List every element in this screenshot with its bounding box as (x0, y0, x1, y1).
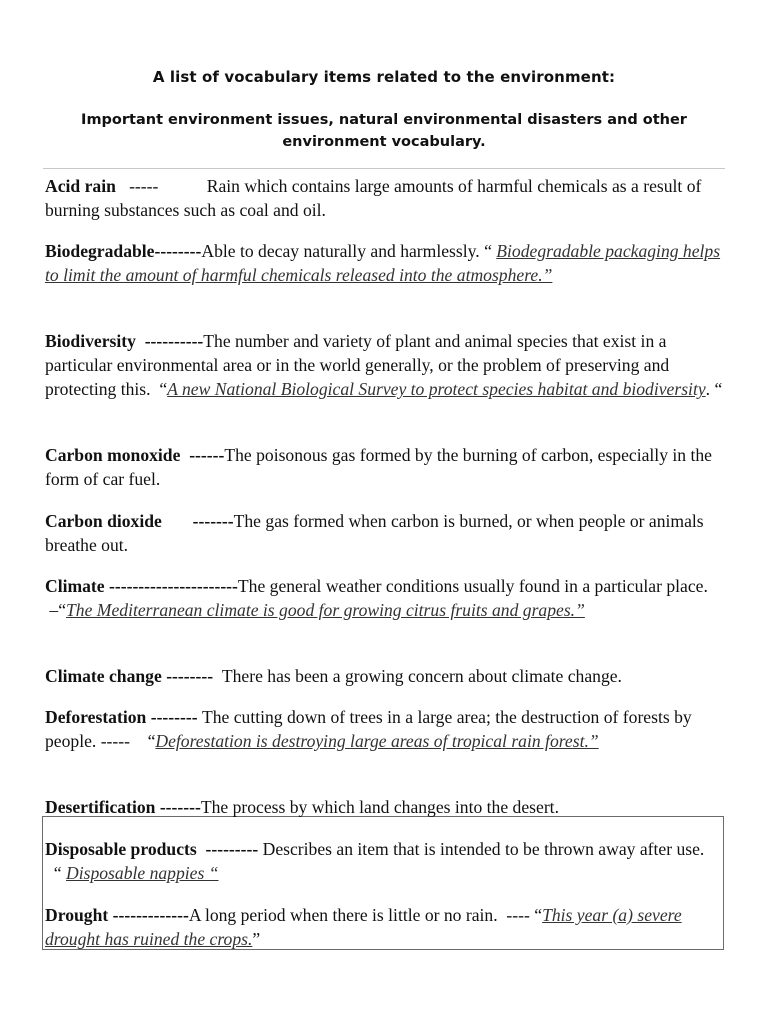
page-title: A list of vocabulary items related to the environment: (152, 68, 616, 86)
example-quote-open: ---- “ (497, 905, 543, 925)
vocab-term: Climate change (45, 666, 162, 686)
vocab-entry-desertification (45, 795, 727, 819)
vocab-entry-climate (45, 574, 727, 622)
example-quote-close: ” (252, 929, 261, 950)
vocab-entry-biodiversity (45, 329, 727, 402)
vocab-entry-disposable-products (45, 837, 727, 885)
vocab-term: Carbon monoxide (45, 445, 181, 465)
entry-dashes: ----- (115, 176, 207, 196)
vocab-example: Disposable nappies “ (66, 863, 219, 884)
entry-dashes: -------- (146, 707, 202, 727)
entry-dashes: ------- (155, 797, 201, 817)
vocab-definition: The general weather conditions usually found in a particular place. (237, 576, 708, 596)
example-quote-open: –“ (45, 600, 67, 621)
vocab-definition: The gas formed when carbon is burned, or when people or animals breathe out. (45, 511, 704, 556)
entry-dashes: -------- (161, 666, 222, 686)
vocab-definition: Rain which contains large amounts of harmful chemicals as a result of burning substances such as coal and oil. (45, 176, 702, 221)
vocab-definition: Able to decay naturally and harmlessly. (201, 241, 480, 261)
vocab-term: Acid rain (45, 176, 116, 196)
page-subtitle: Important environment issues, natural environmental disasters and other environment vocabulary. (81, 112, 687, 150)
vocab-definition: The cutting down of trees in a large area; the destruction of forests by people. (45, 707, 692, 752)
entry-dashes: -------- (154, 241, 202, 261)
vocab-entry-carbon-monoxide (45, 443, 727, 491)
entry-dashes: ------- (161, 511, 234, 531)
divider (43, 168, 725, 169)
entry-dashes: ---------- (135, 331, 204, 351)
vocab-term: Drought (45, 905, 109, 925)
vocab-entry-drought (45, 903, 727, 951)
vocab-entry-carbon-dioxide (45, 509, 727, 557)
vocab-example: A new National Biological Survey to protect species habitat and biodiversity (167, 379, 706, 400)
vocab-definition: A long period when there is little or no rain. (188, 905, 498, 925)
entry-dashes: ------------- (108, 905, 189, 925)
vocab-example: This year (a) severe drought has ruined the crops. (45, 905, 682, 950)
vocab-term: Deforestation (45, 707, 147, 727)
vocab-example: Biodegradable packaging helps to limit the amount of harmful chemicals released into the atmosphere.” (45, 241, 721, 286)
vocab-term: Disposable products (45, 839, 197, 859)
vocab-term: Desertification (45, 797, 156, 817)
vocab-term: Biodegradable (45, 241, 155, 261)
vocab-term: Climate (45, 576, 105, 596)
entry-dashes: ------ (180, 445, 225, 465)
vocab-term: Carbon dioxide (45, 511, 162, 531)
entry-dashes: --------- (196, 839, 263, 859)
vocab-entry-acid-rain (45, 174, 727, 222)
vocab-term: Biodiversity (45, 331, 136, 351)
entry-dashes: ---------------------- (104, 576, 238, 596)
vocab-definition: The number and variety of plant and animal species that exist in a particular environmental area or in the world generally, or the problem of preserving and protecting this. (45, 331, 670, 400)
example-quote-open: “ (150, 379, 168, 400)
vocab-example: The Mediterranean climate is good for growing citrus fruits and grapes.” (66, 600, 585, 621)
example-quote-open: “ (479, 241, 497, 261)
vocab-definition: Describes an item that is intended to be thrown away after use. (262, 839, 705, 859)
vocab-definition: The process by which land changes into the desert. (200, 797, 559, 817)
example-quote-open: ----- “ (96, 731, 156, 752)
vocab-definition: The poisonous gas formed by the burning of carbon, especially in the form of car fuel. (45, 445, 712, 490)
vocab-entry-deforestation (45, 705, 727, 753)
example-quote-close: . “ (705, 379, 723, 400)
vocab-definition: There has been a growing concern about climate change. (221, 666, 622, 686)
vocab-entry-climate-change (45, 664, 727, 688)
vocab-entry-biodegradable (45, 239, 727, 287)
example-quote-open: “ (45, 863, 67, 884)
vocab-example: Deforestation is destroying large areas of tropical rain forest.” (155, 731, 599, 752)
